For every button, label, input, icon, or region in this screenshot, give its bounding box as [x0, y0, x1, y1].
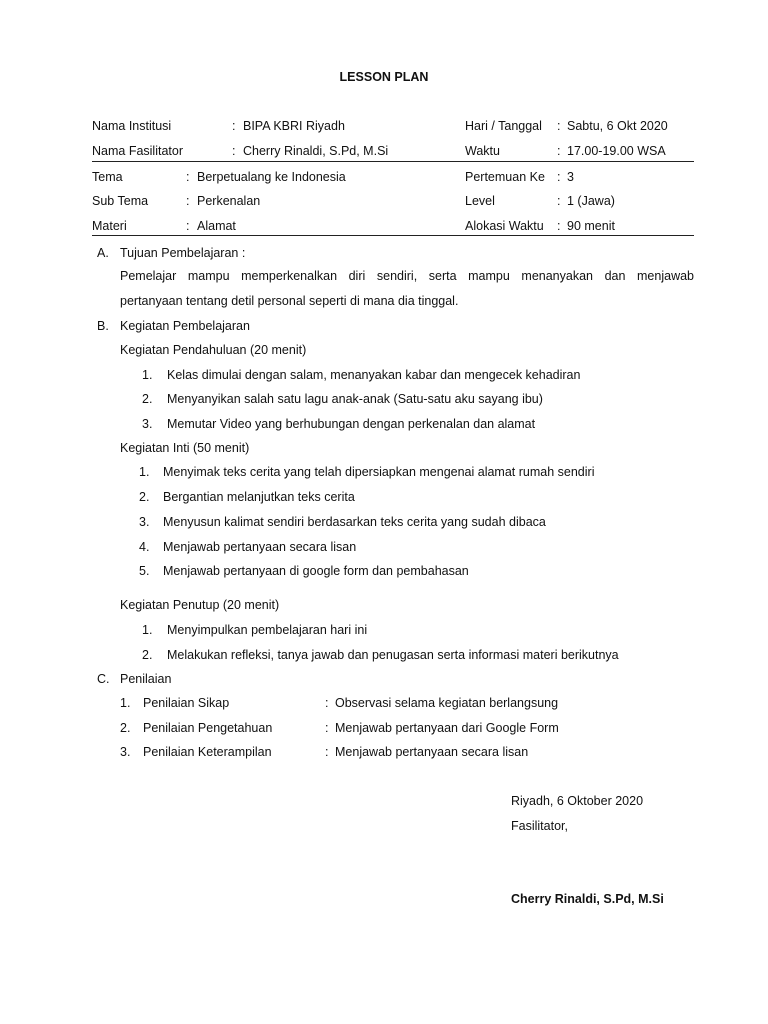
colon: :	[325, 696, 329, 710]
fasilitator-label: Nama Fasilitator	[92, 144, 183, 158]
pertemuan-value: 3	[567, 170, 574, 184]
list-number: 3.	[142, 417, 153, 431]
subtema-value: Perkenalan	[197, 194, 261, 208]
list-number: 3.	[120, 745, 131, 759]
header-divider	[92, 161, 694, 162]
subtema-label: Sub Tema	[92, 194, 149, 208]
page-title: LESSON PLAN	[339, 70, 429, 84]
colon: :	[557, 144, 561, 158]
colon: :	[557, 119, 561, 133]
list-item: Memutar Video yang berhubungan dengan perkenalan dan alamat	[167, 417, 536, 431]
list-number: 2.	[142, 648, 153, 662]
penilaian-label: Penilaian Pengetahuan	[143, 721, 273, 735]
list-number: 1.	[139, 465, 150, 479]
signature-role: Fasilitator,	[511, 819, 568, 833]
list-item: Menjawab pertanyaan secara lisan	[163, 540, 357, 554]
colon: :	[557, 170, 561, 184]
pendahuluan-heading: Kegiatan Pendahuluan (20 menit)	[120, 343, 307, 357]
list-number: 1.	[142, 623, 153, 637]
colon: :	[557, 219, 561, 233]
list-number: 4.	[139, 540, 150, 554]
colon: :	[325, 745, 329, 759]
section-a-heading: Tujuan Pembelajaran :	[120, 246, 246, 260]
institusi-value: BIPA KBRI Riyadh	[243, 119, 345, 133]
list-number: 1.	[120, 696, 131, 710]
colon: :	[186, 219, 190, 233]
list-number: 2.	[142, 392, 153, 406]
waktu-label: Waktu	[465, 144, 500, 158]
list-item: Melakukan refleksi, tanya jawab dan penugasan serta informasi materi berikutnya	[167, 648, 619, 662]
materi-label: Materi	[92, 219, 127, 233]
pertemuan-label: Pertemuan Ke	[465, 170, 545, 184]
institusi-label: Nama Institusi	[92, 119, 172, 133]
waktu-value: 17.00-19.00 WSA	[567, 144, 666, 158]
level-label: Level	[465, 194, 495, 208]
section-a-line-1: Pemelajar mampu memperkenalkan diri sendiri, serta mampu menanyakan dan menjawab	[120, 269, 694, 283]
penilaian-label: Penilaian Sikap	[143, 696, 230, 710]
colon: :	[232, 119, 236, 133]
list-number: 5.	[139, 564, 150, 578]
list-item: Kelas dimulai dengan salam, menanyakan kabar dan mengecek kehadiran	[167, 368, 581, 382]
list-number: 2.	[139, 490, 150, 504]
tema-label: Tema	[92, 170, 123, 184]
section-b-heading: Kegiatan Pembelajaran	[120, 319, 250, 333]
alokasi-value: 90 menit	[567, 219, 615, 233]
tanggal-value: Sabtu, 6 Okt 2020	[567, 119, 668, 133]
tanggal-label: Hari / Tanggal	[465, 119, 542, 133]
colon: :	[325, 721, 329, 735]
fasilitator-value: Cherry Rinaldi, S.Pd, M.Si	[243, 144, 389, 158]
colon: :	[186, 194, 190, 208]
penutup-heading: Kegiatan Penutup (20 menit)	[120, 598, 280, 612]
list-item: Menyimak teks cerita yang telah dipersiapkan mengenai alamat rumah sendiri	[163, 465, 595, 479]
alokasi-label: Alokasi Waktu	[465, 219, 544, 233]
section-a-line-2: pertanyaan tentang detil personal seperti di mana dia tinggal.	[120, 294, 459, 308]
penilaian-label: Penilaian Keterampilan	[143, 745, 272, 759]
colon: :	[557, 194, 561, 208]
materi-value: Alamat	[197, 219, 236, 233]
list-item: Menyimpulkan pembelajaran hari ini	[167, 623, 368, 637]
section-c-heading: Penilaian	[120, 672, 172, 686]
signature-name: Cherry Rinaldi, S.Pd, M.Si	[511, 892, 664, 906]
signature-place-date: Riyadh, 6 Oktober 2020	[511, 794, 644, 808]
list-number: 2.	[120, 721, 131, 735]
colon: :	[186, 170, 190, 184]
penilaian-value: Observasi selama kegiatan berlangsung	[335, 696, 559, 710]
list-number: 1.	[142, 368, 153, 382]
level-value: 1 (Jawa)	[567, 194, 615, 208]
list-item: Bergantian melanjutkan teks cerita	[163, 490, 355, 504]
header-bottom-divider	[92, 235, 694, 236]
list-number: 3.	[139, 515, 150, 529]
list-item: Menyusun kalimat sendiri berdasarkan teks cerita yang sudah dibaca	[163, 515, 546, 529]
list-item: Menjawab pertanyaan di google form dan pembahasan	[163, 564, 469, 578]
section-a-letter: A.	[97, 246, 109, 260]
inti-heading: Kegiatan Inti (50 menit)	[120, 441, 250, 455]
section-c-letter: C.	[97, 672, 110, 686]
penilaian-value: Menjawab pertanyaan secara lisan	[335, 745, 529, 759]
colon: :	[232, 144, 236, 158]
list-item: Menyanyikan salah satu lagu anak-anak (Satu-satu aku sayang ibu)	[167, 392, 543, 406]
section-b-letter: B.	[97, 319, 109, 333]
tema-value: Berpetualang ke Indonesia	[197, 170, 346, 184]
penilaian-value: Menjawab pertanyaan dari Google Form	[335, 721, 559, 735]
